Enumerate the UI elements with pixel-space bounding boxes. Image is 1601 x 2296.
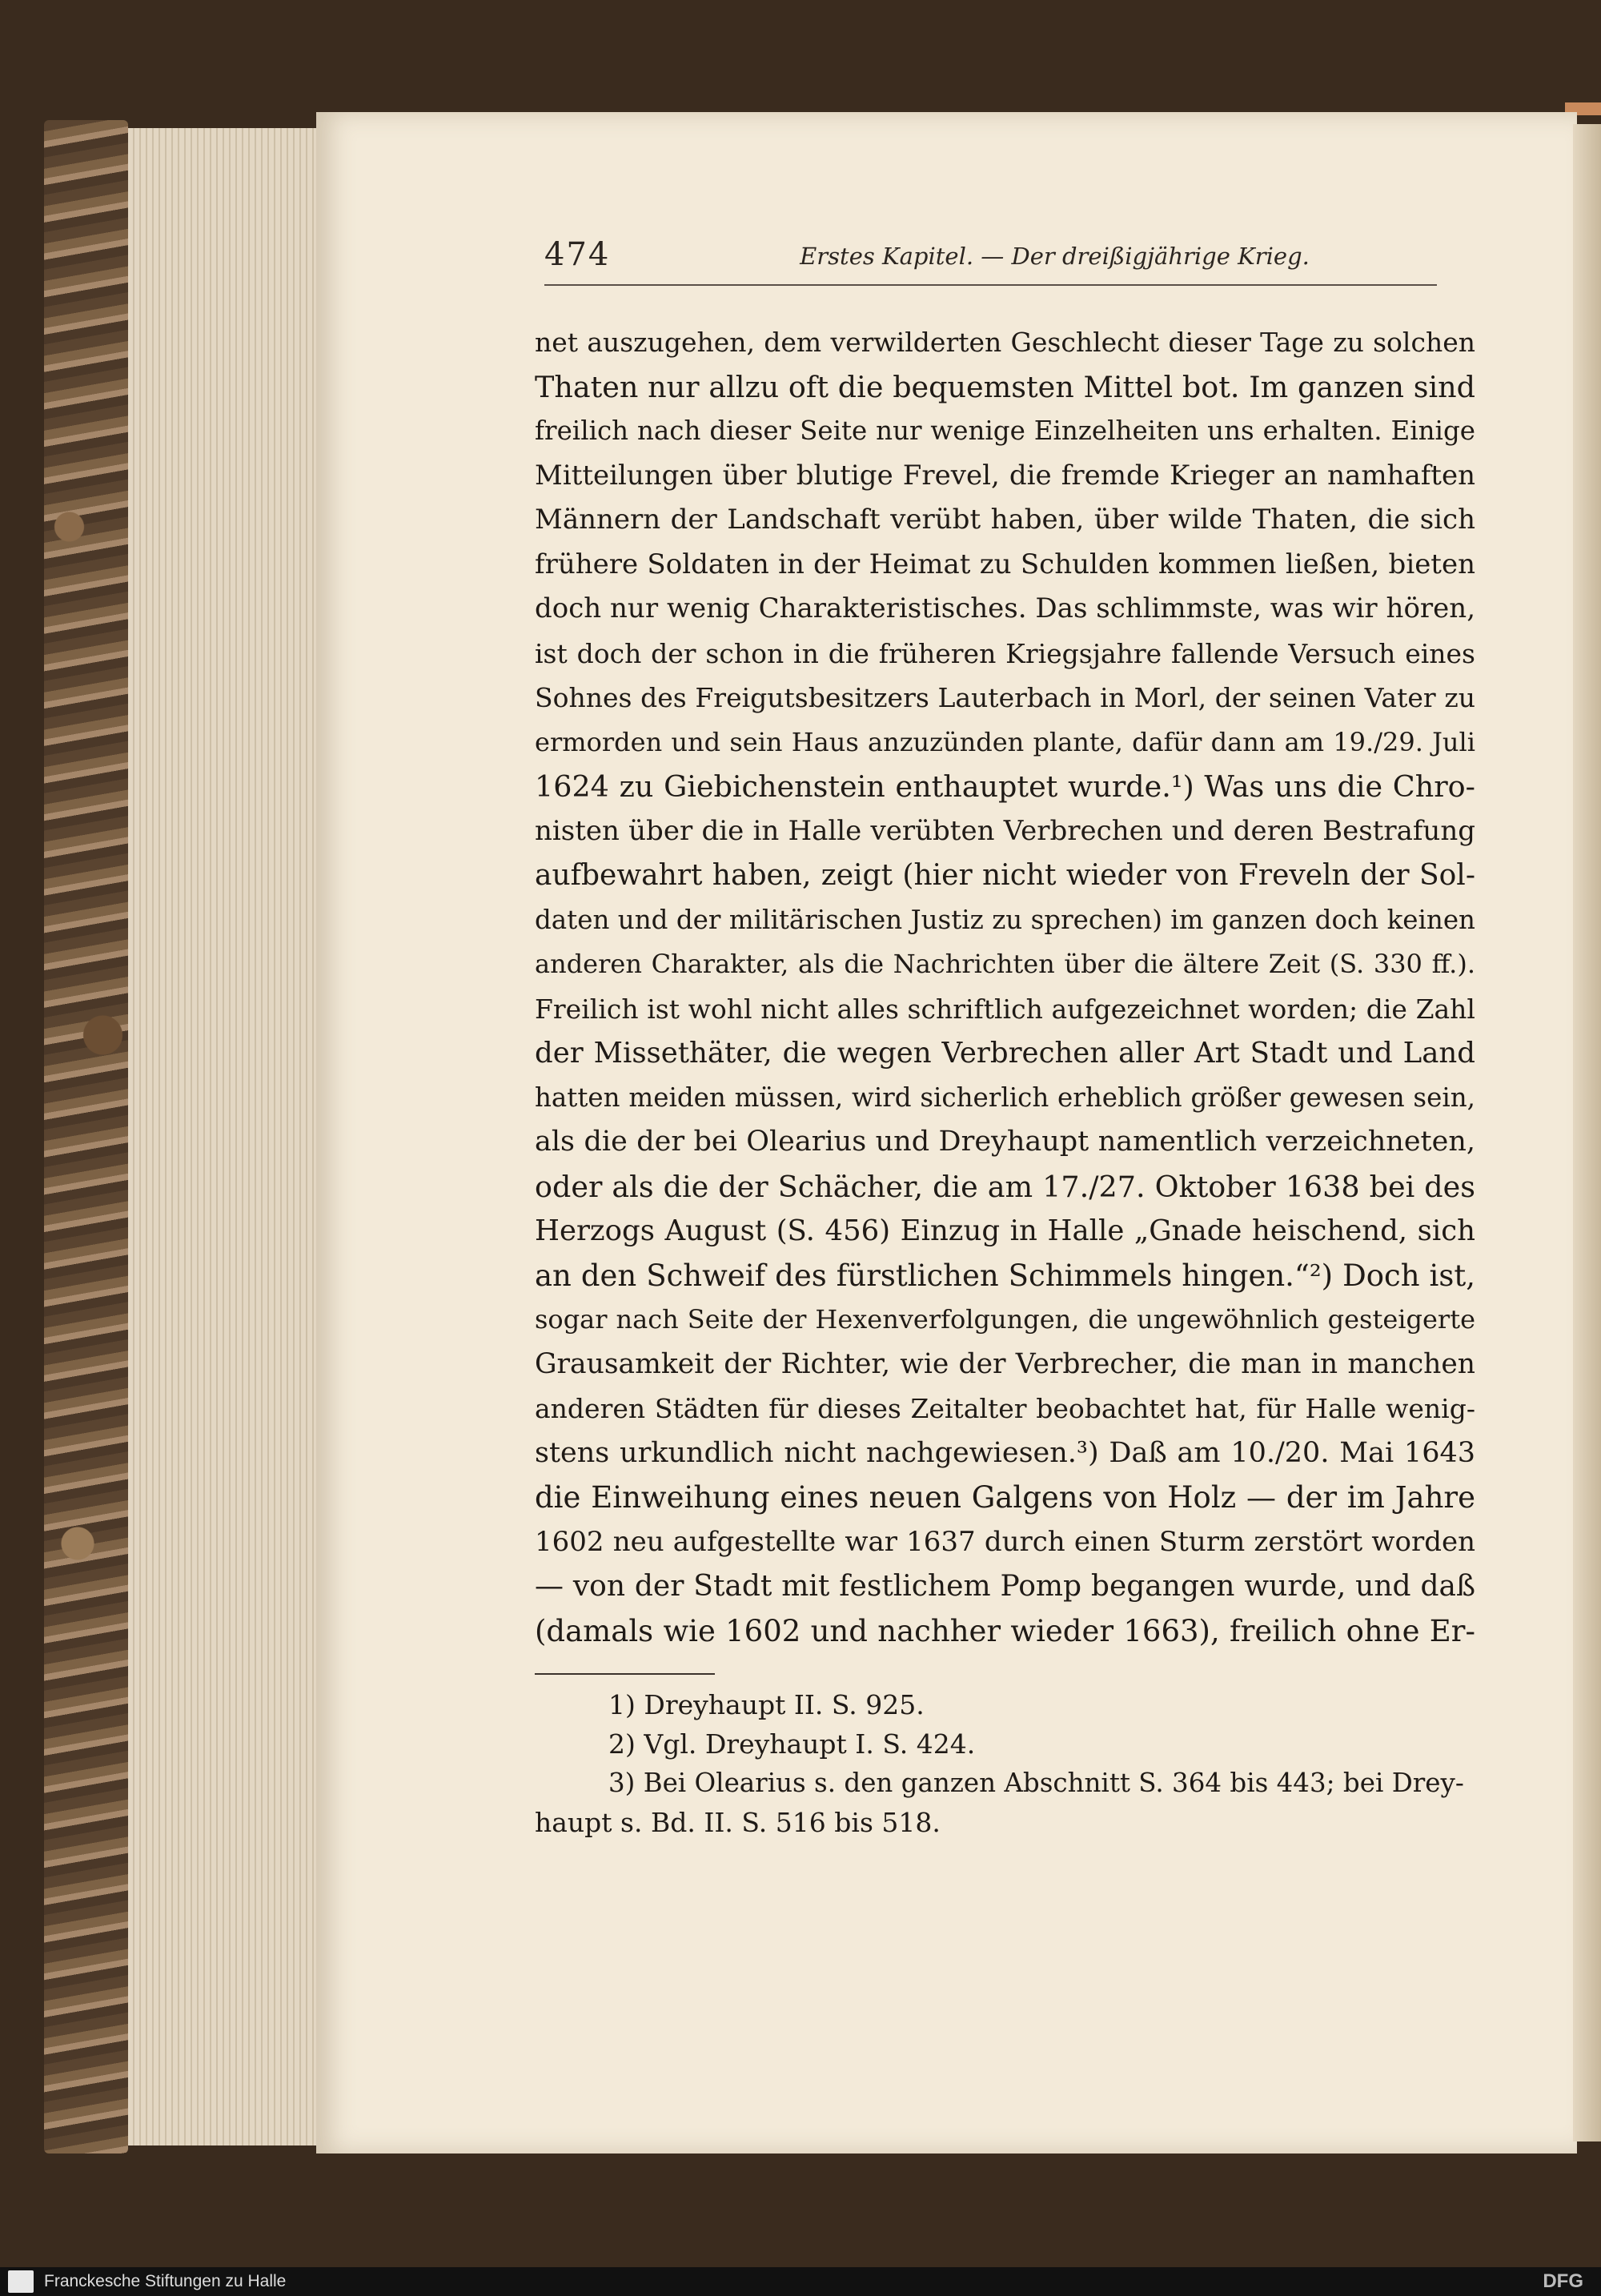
text-line: hatten meiden müssen, wird sicherlich erheblich größer gewesen sein, — [535, 1082, 1475, 1113]
text-line: die Einweihung eines neuen Galgens von Holz — der im Jahre — [535, 1480, 1475, 1515]
text-line: aufbewahrt haben, zeigt (hier nicht wieder von Freveln der Sol- — [535, 859, 1475, 892]
text-line: Männern der Landschaft verübt haben, über wilde Thaten, die sich — [535, 504, 1475, 536]
text-line: Thaten nur allzu oft die bequemsten Mittel bot. Im ganzen sind — [535, 369, 1475, 404]
page-header — [544, 236, 1437, 286]
book-spine — [44, 120, 128, 2154]
text-line: anderen Städten für dieses Zeitalter beobachtet hat, für Halle wenig- — [535, 1393, 1475, 1424]
text-line: stens urkundlich nicht nachgewiesen.³) Daß am 10./20. Mai 1643 — [535, 1436, 1475, 1469]
body-text — [535, 320, 1475, 1653]
text-line: der Missethäter, die wegen Verbrechen aller Art Stadt und Land — [535, 1037, 1475, 1070]
text-line: 1602 neu aufgestellte war 1637 durch einen Sturm zerstört worden — [535, 1525, 1475, 1558]
page-edges — [128, 128, 316, 2145]
text-line: (damals wie 1602 und nachher wieder 1663), freilich ohne Er- — [535, 1613, 1475, 1648]
footnotes — [535, 1685, 1475, 1842]
text-line: Mitteilungen über blutige Frevel, die fremde Krieger an namhaften — [535, 459, 1475, 492]
text-line: an den Schweif des fürstlichen Schimmels hingen.“²) Doch ist, — [535, 1258, 1475, 1293]
footer-bar — [0, 2267, 1601, 2296]
footnote: 3) Bei Olearius s. den ganzen Abschnitt S. 364 bis 443; bei Drey- — [608, 1768, 1464, 1798]
text-line: daten und der militärischen Justiz zu sprechen) im ganzen doch keinen — [535, 904, 1475, 935]
text-line: Sohnes des Freigutsbesitzers Lauterbach in Morl, der seinen Vater zu — [535, 682, 1475, 713]
text-line: net auszugehen, dem verwilderten Geschlecht dieser Tage zu solchen — [535, 327, 1475, 358]
text-line: Freilich ist wohl nicht alles schriftlich aufgezeichnet worden; die Zahl — [535, 993, 1475, 1025]
footnote: 2) Vgl. Dreyhaupt I. S. 424. — [608, 1728, 976, 1760]
text-line: — von der Stadt mit festlichem Pomp begangen wurde, und daß — [535, 1570, 1475, 1603]
text-line: anderen Charakter, als die Nachrichten über die ältere Zeit (S. 330 ff.). — [535, 949, 1475, 979]
page-number: 474 — [544, 236, 611, 273]
library-name: Franckesche Stiftungen zu Halle — [44, 2272, 287, 2290]
text-line: 1624 zu Giebichenstein enthauptet wurde.¹) Was uns die Chro- — [535, 769, 1475, 804]
text-line: freilich nach dieser Seite nur wenige Einzelheiten uns erhalten. Einige — [535, 415, 1475, 446]
text-line: ermorden und sein Haus anzuzünden plante, dafür dann am 19./29. Juli — [535, 726, 1475, 757]
library-logo-icon — [8, 2270, 34, 2293]
text-line: als die der bei Olearius und Dreyhaupt namentlich verzeichneten, — [535, 1126, 1475, 1158]
running-head: Erstes Kapitel. — Der dreißigjährige Krieg. — [800, 243, 1310, 270]
text-line: oder als die der Schächer, die am 17./27. Oktober 1638 bei des — [535, 1169, 1475, 1204]
text-line: Herzogs August (S. 456) Einzug in Halle „Gnade heischend, sich — [535, 1214, 1475, 1247]
footnote: 1) Dreyhaupt II. S. 925. — [608, 1689, 925, 1720]
text-line: frühere Soldaten in der Heimat zu Schulden kommen ließen, bieten — [535, 548, 1475, 580]
text-line: ist doch der schon in die früheren Kriegsjahre fallende Versuch eines — [535, 637, 1475, 669]
footnote-continuation: haupt s. Bd. II. S. 516 bis 518. — [535, 1807, 941, 1838]
text-line: Grausamkeit der Richter, wie der Verbrecher, die man in manchen — [535, 1347, 1475, 1380]
right-page-edge — [1573, 124, 1601, 2141]
text-line: sogar nach Seite der Hexenverfolgungen, die ungewöhnlich gesteigerte — [535, 1304, 1475, 1335]
text-line: doch nur wenig Charakteristisches. Das schlimmste, was wir hören, — [535, 592, 1475, 624]
footnote-rule — [535, 1673, 715, 1675]
dfg-badge: DFG — [1543, 2270, 1583, 2292]
text-line: nisten über die in Halle verübten Verbrechen und deren Bestrafung — [535, 814, 1475, 847]
